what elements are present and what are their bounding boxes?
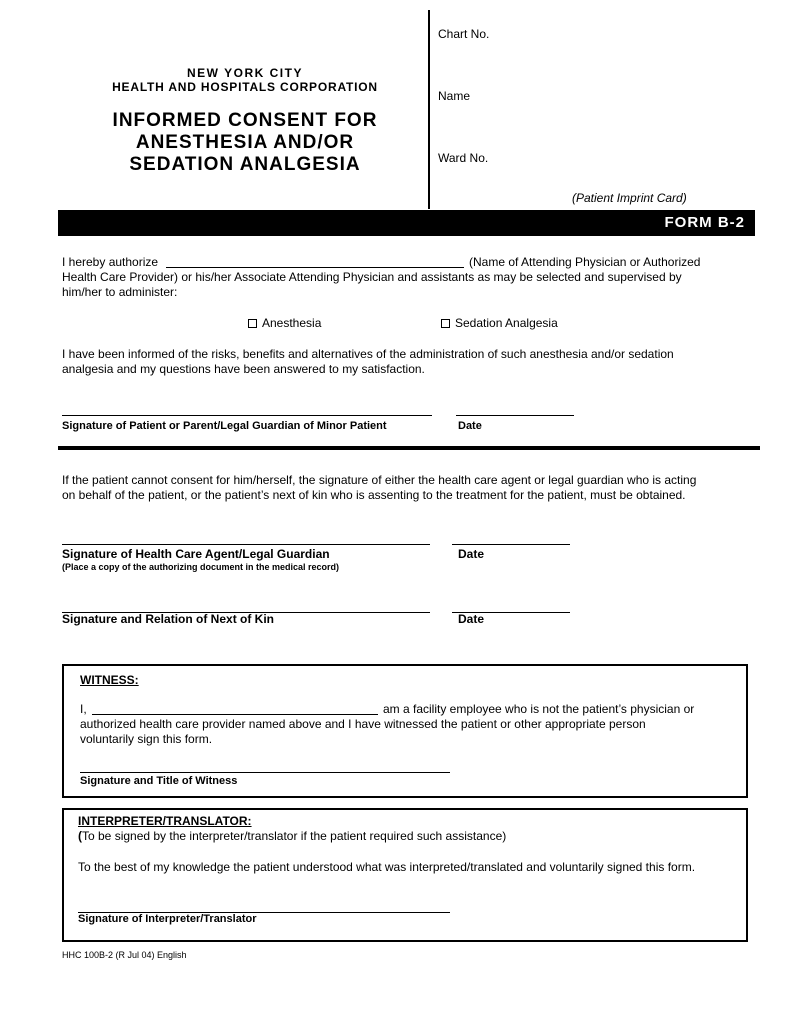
agent-date-field[interactable] bbox=[452, 544, 570, 545]
witness-line2: authorized health care provider named above and I have witnessed the patient or other appropriate person bbox=[80, 717, 646, 731]
interpreter-statement: To the best of my knowledge the patient understood what was interpreted/translated and voluntarily signed this form. bbox=[78, 860, 696, 874]
agent-document-note: (Place a copy of the authorizing document in the medical record) bbox=[62, 562, 340, 572]
witness-box bbox=[62, 664, 748, 798]
header-vertical-divider bbox=[428, 10, 430, 209]
form-code: HHC 100B-2 (R Jul 04) English bbox=[62, 950, 187, 960]
sedation-option[interactable] bbox=[441, 316, 558, 331]
title-line1: INFORMED CONSENT FOR bbox=[112, 110, 378, 131]
chart-no-label: Chart No. bbox=[438, 27, 490, 41]
witness-signature-label: Signature and Title of Witness bbox=[80, 775, 238, 787]
authorize-line2: Health Care Provider) or his/her Associate Attending Physician and assistants as may be selected and supervised by bbox=[62, 270, 682, 284]
kin-date-label: Date bbox=[458, 612, 485, 626]
patient-date-field[interactable] bbox=[456, 415, 574, 416]
interpreter-note-line bbox=[78, 829, 506, 844]
sedation-label: Sedation Analgesia bbox=[455, 316, 558, 330]
interpreter-note-paren: ( bbox=[78, 829, 82, 843]
witness-lead: I, bbox=[80, 702, 87, 716]
patient-signature-field[interactable] bbox=[62, 415, 432, 416]
agent-signature-label: Signature of Health Care Agent/Legal Guardian bbox=[62, 547, 330, 561]
title-line2: ANESTHESIA AND/OR bbox=[135, 132, 355, 153]
org-name-line1: NEW YORK CITY bbox=[187, 66, 303, 80]
section-divider bbox=[58, 446, 760, 450]
title-line3: SEDATION ANALGESIA bbox=[129, 154, 361, 175]
informed-line2: analgesia and my questions have been answered to my satisfaction. bbox=[62, 362, 425, 376]
authorize-after-blank: (Name of Attending Physician or Authorized bbox=[469, 255, 701, 269]
patient-date-label: Date bbox=[458, 420, 482, 432]
witness-name-field[interactable] bbox=[92, 714, 378, 715]
form-id-bar bbox=[58, 210, 755, 236]
kin-signature-label: Signature and Relation of Next of Kin bbox=[62, 612, 275, 626]
org-name-line2: HEALTH AND HOSPITALS CORPORATION bbox=[112, 80, 378, 94]
surrogate-line1: If the patient cannot consent for him/herself, the signature of either the health care agent or legal guardian who is acting bbox=[62, 473, 697, 487]
anesthesia-option[interactable] bbox=[248, 316, 321, 331]
anesthesia-checkbox[interactable] bbox=[248, 319, 257, 328]
form-id: FORM B-2 bbox=[664, 214, 745, 231]
interpreter-box bbox=[62, 808, 748, 942]
patient-imprint-label: (Patient Imprint Card) bbox=[572, 191, 687, 205]
patient-signature-label: Signature of Patient or Parent/Legal Guardian of Minor Patient bbox=[62, 420, 387, 432]
witness-line3: voluntarily sign this form. bbox=[80, 732, 213, 746]
interpreter-heading: INTERPRETER/TRANSLATOR: bbox=[78, 814, 252, 828]
witness-heading: WITNESS: bbox=[80, 673, 139, 687]
form-title bbox=[60, 110, 430, 176]
agent-date-label: Date bbox=[458, 547, 485, 561]
informed-line1: I have been informed of the risks, benefits and alternatives of the administration of such anesthesia and/or sedation bbox=[62, 347, 674, 361]
anesthesia-label: Anesthesia bbox=[262, 316, 322, 330]
authorize-line3: him/her to administer: bbox=[62, 285, 178, 299]
authorize-lead: I hereby authorize bbox=[62, 255, 159, 269]
surrogate-line2: on behalf of the patient, or the patient’s next of kin who is assenting to the treatment for the patient, must be obtained. bbox=[62, 488, 686, 502]
sedation-checkbox[interactable] bbox=[441, 319, 450, 328]
witness-after-blank: am a facility employee who is not the patient’s physician or bbox=[383, 702, 695, 716]
interpreter-note: To be signed by the interpreter/translator if the patient required such assistance) bbox=[82, 829, 507, 843]
ward-no-label: Ward No. bbox=[438, 151, 489, 165]
physician-name-field[interactable] bbox=[166, 267, 464, 268]
patient-name-label: Name bbox=[438, 89, 471, 103]
agent-signature-field[interactable] bbox=[62, 544, 430, 545]
interpreter-signature-label: Signature of Interpreter/Translator bbox=[78, 913, 257, 925]
authorize-line1 bbox=[62, 255, 158, 270]
witness-signature-field[interactable] bbox=[80, 772, 450, 773]
